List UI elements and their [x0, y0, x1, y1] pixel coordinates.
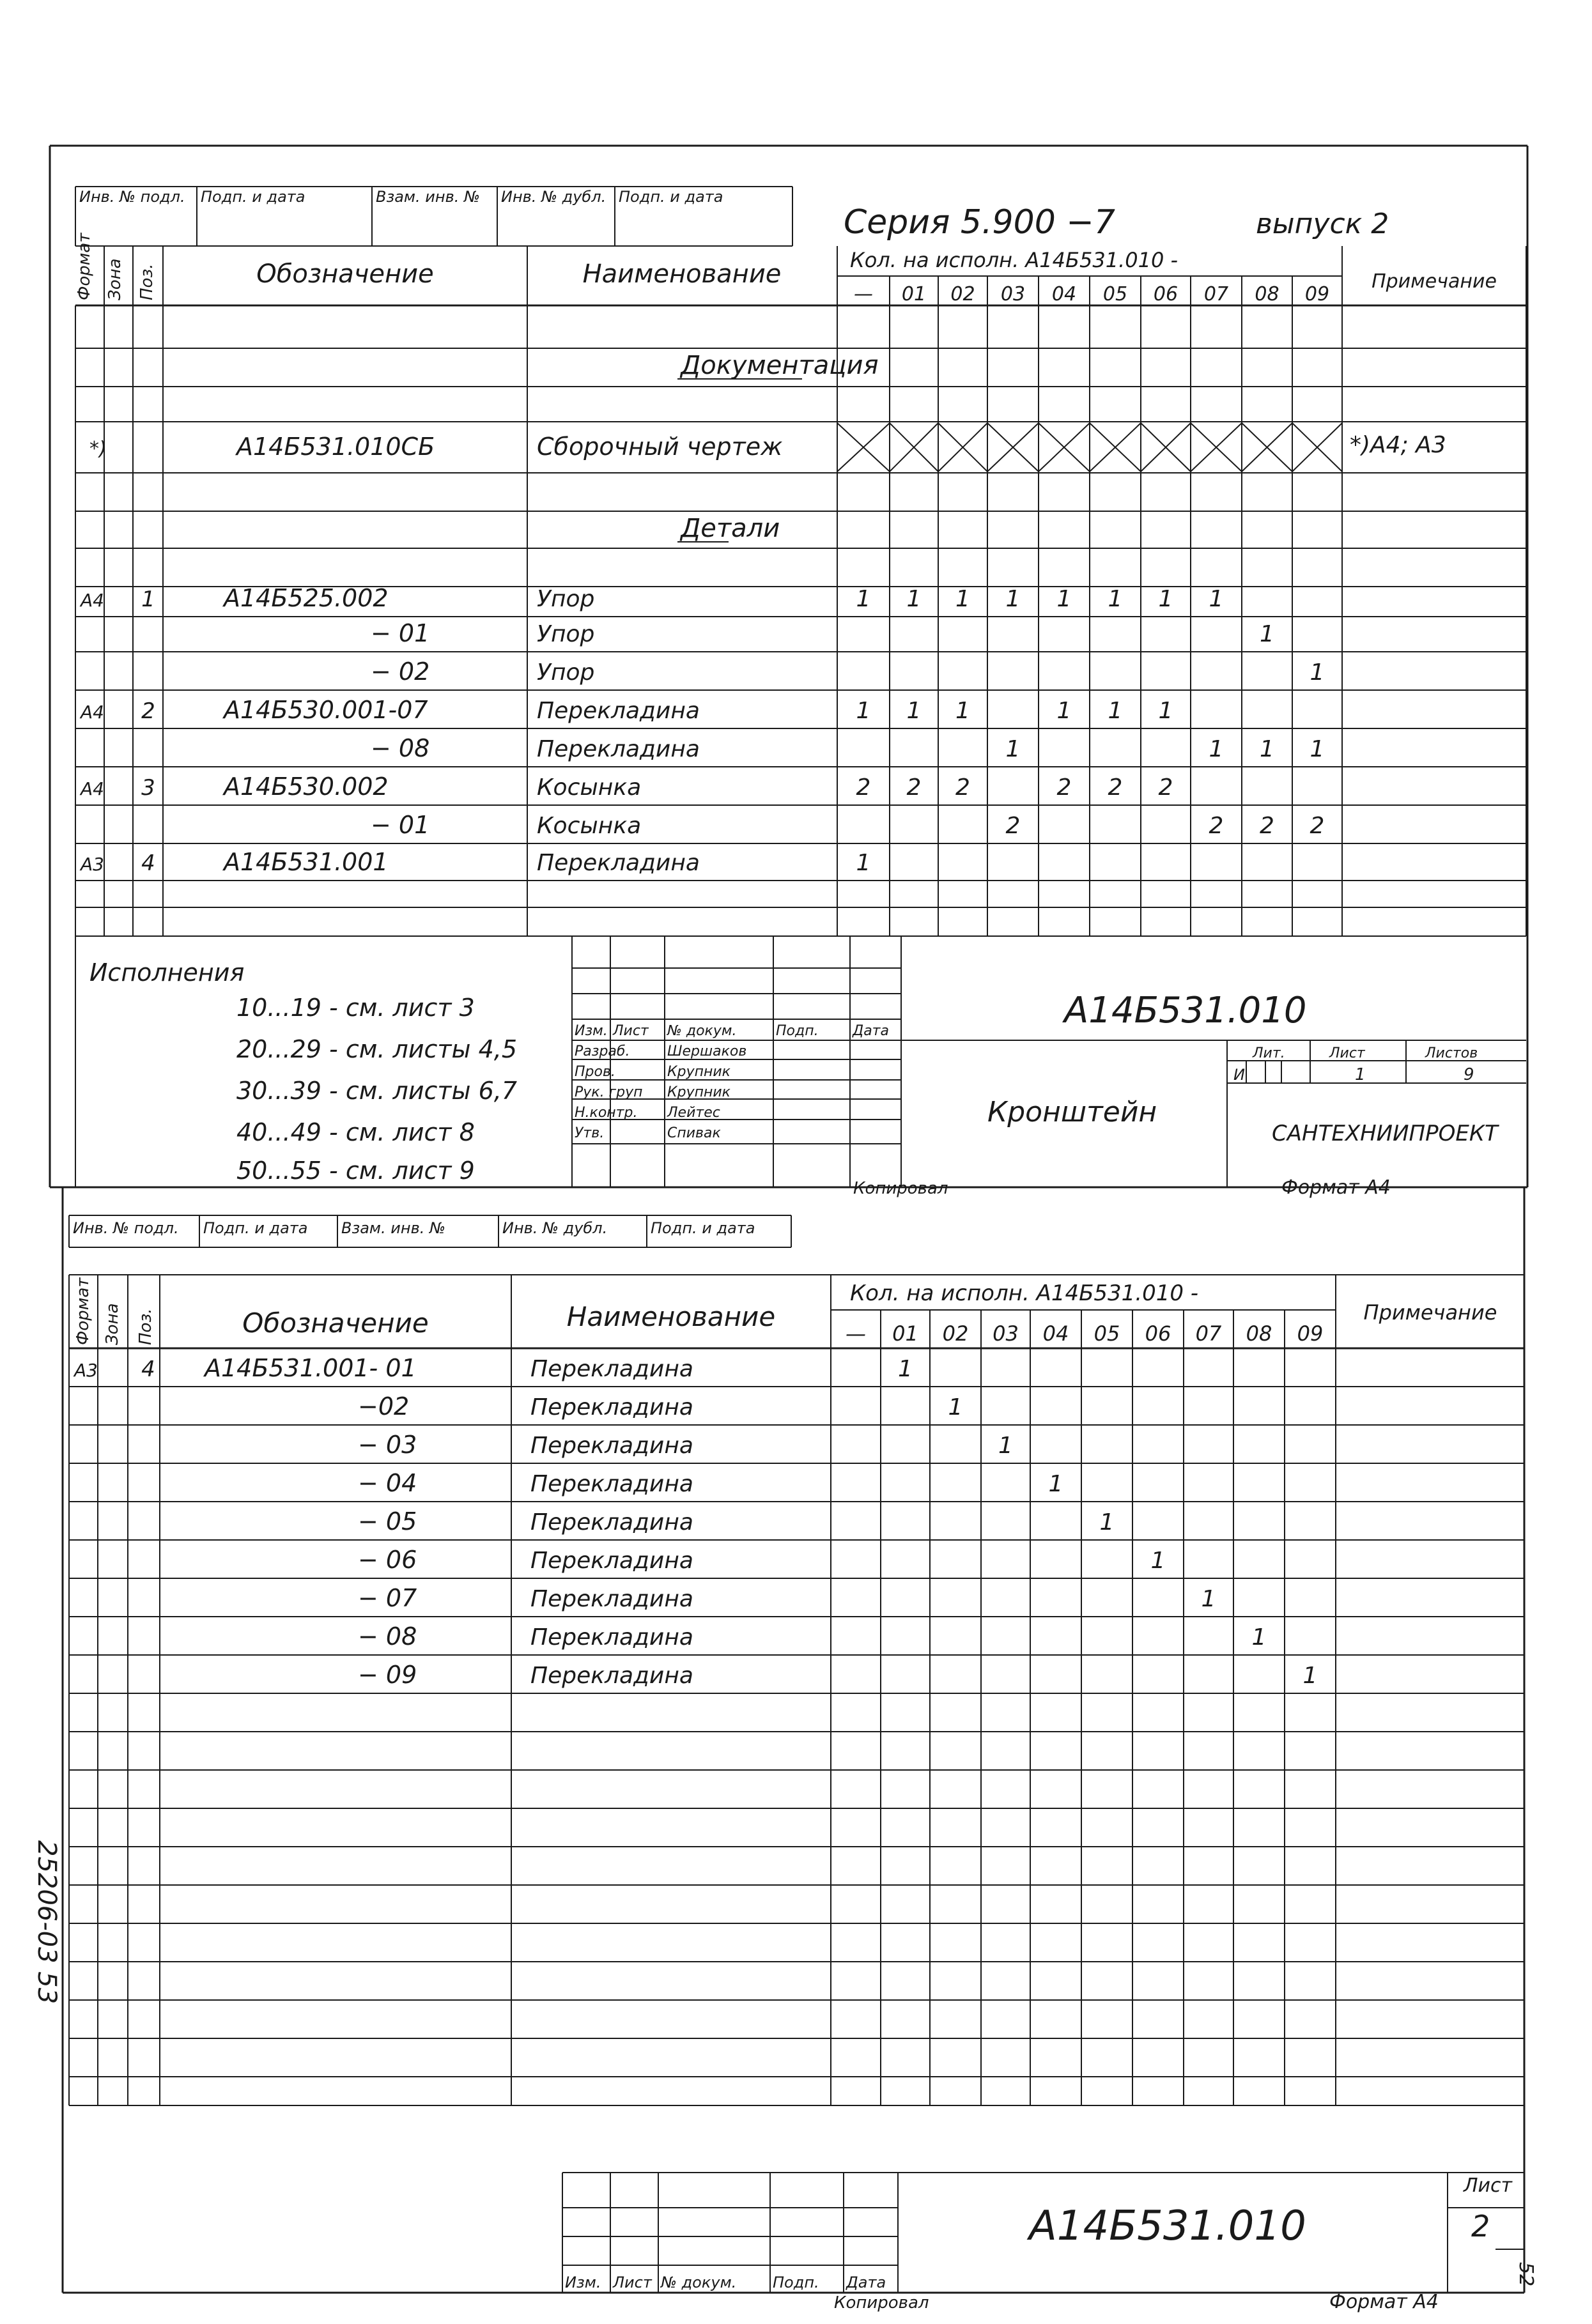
row-qty: 2 — [1209, 813, 1224, 839]
row2-designation: − 07 — [358, 1584, 417, 1612]
row2-format: А3 — [74, 1360, 98, 1381]
tb-person-4: Спивак — [667, 1125, 721, 1141]
row-qty: 1 — [856, 698, 871, 724]
stamp-cell-3: Инв. № дубл. — [501, 188, 607, 206]
hdr2-pos: Поз. — [136, 1308, 155, 1345]
copied-label-2: Копировал — [834, 2293, 929, 2312]
row-designation: А14Б530.002 — [224, 773, 389, 801]
tb-colhdr-4: Дата — [853, 1023, 889, 1039]
doc-note: *)А4; А3 — [1350, 432, 1446, 458]
row2-name: Перекладина — [530, 1586, 693, 1612]
row2-qty: 1 — [1251, 1624, 1267, 1651]
static-text — [32, 203, 1537, 2313]
tb-sheets-value: 9 — [1464, 1065, 1474, 1084]
title-code-1: А14Б531.010 — [1064, 990, 1307, 1031]
hdr2-qty-0: — — [846, 1321, 866, 1346]
row-name: Упор — [537, 586, 595, 612]
row-qty: 1 — [1158, 586, 1173, 612]
tb-colhdr-1: Лист — [613, 1023, 649, 1039]
hdr2-qty-7: 07 — [1195, 1321, 1222, 1346]
tb-colhdr-3: Подп. — [776, 1023, 819, 1039]
hdr2-note: Примечание — [1363, 1300, 1497, 1325]
tb-colhdr-2: № докум. — [667, 1023, 737, 1039]
tb-role-0: Разраб. — [575, 1043, 630, 1059]
row-designation: А14Б525.002 — [224, 584, 389, 612]
row-pos: 3 — [141, 775, 155, 801]
row-format: А4 — [81, 778, 104, 799]
tb-person-2: Крупник — [667, 1084, 730, 1100]
row-qty: 1 — [856, 850, 871, 876]
format-label-1: Формат А4 — [1281, 1176, 1391, 1199]
row2-designation: − 05 — [358, 1507, 417, 1535]
row-designation: − 01 — [371, 811, 430, 839]
row-designation: А14Б530.001-07 — [224, 696, 428, 724]
row-qty: 1 — [856, 586, 871, 612]
row2-qty: 1 — [898, 1356, 913, 1382]
row-qty: 1 — [906, 586, 922, 612]
row-designation: − 02 — [371, 658, 430, 686]
row2-name: Перекладина — [530, 1509, 693, 1535]
hdr-qty-8: 08 — [1255, 283, 1279, 305]
row2-name: Перекладина — [530, 1356, 693, 1382]
hdr-qty-4: 04 — [1051, 283, 1077, 305]
row-qty: 1 — [1310, 736, 1325, 762]
row-name: Перекладина — [537, 736, 700, 762]
hdr2-qty-2: 02 — [942, 1321, 969, 1346]
hdr2-qty-1: 01 — [892, 1321, 918, 1346]
row2-designation: − 06 — [358, 1546, 417, 1574]
row-qty: 1 — [955, 698, 970, 724]
executions-label: Исполнения — [89, 958, 245, 987]
hdr-qty-1: 01 — [901, 283, 927, 305]
side-number: 25206-03 53 — [32, 1840, 61, 2005]
hdr-qty-7: 07 — [1203, 283, 1229, 305]
row2-qty: 1 — [1302, 1663, 1318, 1689]
row-name: Перекладина — [537, 698, 700, 724]
row-designation: − 08 — [371, 734, 430, 762]
hdr-designation: Обозначение — [256, 259, 434, 289]
row2-qty: 1 — [1201, 1586, 1216, 1612]
row-qty: 1 — [1209, 586, 1224, 612]
hdr-qty-2: 02 — [950, 283, 975, 305]
stamp-cell-1: Подп. и дата — [201, 188, 305, 206]
row-name: Косынка — [537, 774, 642, 801]
tb-role-1: Пров. — [575, 1064, 615, 1080]
hdr2-qty-9: 09 — [1297, 1321, 1324, 1346]
row-qty: 1 — [1005, 586, 1021, 612]
row2-name: Перекладина — [530, 1471, 693, 1497]
hdr2-qty-5: 05 — [1094, 1321, 1120, 1346]
row-format: А4 — [81, 590, 104, 611]
tb-person-0: Шершаков — [667, 1043, 747, 1059]
stamp-cell-2: Взам. инв. № — [376, 188, 480, 206]
row-pos: 1 — [141, 587, 155, 612]
corner-number: 52 — [1515, 2262, 1537, 2287]
row-name: Перекладина — [537, 850, 700, 876]
row-name: Косынка — [537, 813, 642, 839]
row2-designation: −02 — [358, 1392, 410, 1420]
sheet-label-2: Лист — [1464, 2174, 1513, 2197]
org-name: САНТЕХНИИПРОЕКТ — [1272, 1121, 1498, 1146]
tb2-colhdr-2: № докум. — [661, 2274, 737, 2291]
hdr-qty-3: 03 — [1000, 283, 1026, 305]
issue-label: выпуск 2 — [1256, 208, 1389, 240]
format-label-2: Формат А4 — [1329, 2291, 1439, 2313]
hdr-zone: Зона — [105, 258, 125, 300]
execution-1: 20...29 - см. листы 4,5 — [236, 1035, 518, 1063]
hdr2-designation: Обозначение — [242, 1307, 429, 1339]
row-qty: 1 — [1260, 736, 1274, 762]
hdr-qty-5: 05 — [1102, 283, 1128, 305]
sheet-value-2: 2 — [1471, 2209, 1490, 2243]
tb2-colhdr-3: Подп. — [773, 2274, 819, 2291]
row2-name: Перекладина — [530, 1663, 693, 1689]
row-designation: А14Б531.001 — [224, 848, 389, 876]
doc-name: Сборочный чертеж — [537, 433, 783, 461]
row-qty: 2 — [1108, 774, 1123, 801]
row-qty: 2 — [1260, 813, 1274, 839]
stamp2-cell-3: Инв. № дубл. — [502, 1219, 608, 1237]
row2-qty: 1 — [1099, 1509, 1115, 1535]
row-qty: 1 — [906, 698, 922, 724]
series-label: Серия 5.900 −7 — [844, 203, 1115, 242]
tb-role-3: Н.контр. — [575, 1105, 638, 1121]
row-qty: 2 — [906, 774, 922, 801]
row-qty: 1 — [1108, 698, 1123, 724]
row-pos: 4 — [141, 850, 155, 876]
row-qty: 1 — [1310, 659, 1325, 686]
row2-pos: 4 — [141, 1357, 155, 1382]
tb2-colhdr-0: Изм. — [565, 2274, 601, 2291]
section-docs: Документация — [681, 351, 879, 380]
row2-qty: 1 — [1150, 1548, 1166, 1574]
stamp-cell-4: Подп. и дата — [619, 188, 723, 206]
tb-sheets-label: Листов — [1425, 1045, 1478, 1061]
hdr-qty-9: 09 — [1304, 283, 1330, 305]
title-name-1: Кронштейн — [987, 1096, 1157, 1128]
row2-designation: А14Б531.001- 01 — [205, 1354, 417, 1382]
row-format: А3 — [81, 854, 104, 875]
tb-lit-value: И — [1233, 1066, 1245, 1084]
row2-designation: − 04 — [358, 1469, 417, 1497]
tb-sheet-label: Лист — [1329, 1045, 1365, 1061]
row-qty: 2 — [1005, 813, 1021, 839]
tb-colhdr-0: Изм. — [575, 1023, 608, 1039]
row2-designation: − 08 — [358, 1622, 417, 1651]
tb-role-2: Рук. груп — [575, 1084, 643, 1100]
doc-designation: А14Б531.010СБ — [236, 433, 435, 461]
row-qty: 2 — [1056, 774, 1072, 801]
row2-qty: 1 — [1048, 1471, 1063, 1497]
hdr-qty-title: Кол. на исполн. А14Б531.010 - — [850, 248, 1179, 272]
tb-lit-label: Лит. — [1253, 1045, 1285, 1061]
row-designation: − 01 — [371, 619, 430, 647]
row-qty: 1 — [1056, 698, 1072, 724]
stamp-cell-0: Инв. № подл. — [79, 188, 185, 206]
hdr2-qty-title: Кол. на исполн. А14Б531.010 - — [850, 1281, 1199, 1306]
hdr-note: Примечание — [1372, 270, 1497, 293]
row-format: А4 — [81, 702, 104, 723]
row-name: Упор — [537, 621, 595, 647]
row2-name: Перекладина — [530, 1548, 693, 1574]
hdr-name: Наименование — [582, 259, 782, 289]
hdr-pos: Поз. — [137, 263, 157, 300]
stamp2-cell-1: Подп. и дата — [203, 1219, 308, 1237]
row-qty: 1 — [1056, 586, 1072, 612]
row-qty: 1 — [1209, 736, 1224, 762]
execution-4: 50...55 - см. лист 9 — [236, 1157, 475, 1185]
copied-label-1: Копировал — [853, 1179, 948, 1198]
hdr-qty-6: 06 — [1153, 283, 1179, 305]
hdr2-name: Наименование — [566, 1301, 776, 1332]
row-pos: 2 — [141, 698, 155, 724]
row-qty: 2 — [1158, 774, 1173, 801]
tb-person-1: Крупник — [667, 1064, 730, 1080]
execution-2: 30...39 - см. листы 6,7 — [236, 1077, 518, 1105]
stamp2-cell-4: Подп. и дата — [651, 1219, 755, 1237]
row2-designation: − 03 — [358, 1431, 417, 1459]
row-name: Упор — [537, 659, 595, 686]
execution-0: 10...19 - см. лист 3 — [236, 994, 475, 1022]
row2-designation: − 09 — [358, 1661, 417, 1689]
hdr-format: Формат — [75, 233, 94, 300]
row2-name: Перекладина — [530, 1433, 693, 1459]
tb-person-3: Лейтес — [667, 1105, 720, 1121]
tb-role-4: Утв. — [575, 1125, 605, 1141]
tb2-colhdr-4: Дата — [846, 2274, 886, 2291]
row2-name: Перекладина — [530, 1394, 693, 1420]
title-code-2: А14Б531.010 — [1029, 2203, 1306, 2250]
row-qty: 1 — [1108, 586, 1123, 612]
row-qty: 1 — [1260, 621, 1274, 647]
row-qty: 1 — [955, 586, 970, 612]
stamp2-cell-0: Инв. № подл. — [73, 1219, 179, 1237]
row-qty: 2 — [955, 774, 970, 801]
tb-sheet-value: 1 — [1355, 1065, 1366, 1084]
row-qty: 2 — [1310, 813, 1325, 839]
text-layer — [73, 188, 1497, 2291]
row2-qty: 1 — [998, 1433, 1013, 1459]
hdr2-qty-8: 08 — [1246, 1321, 1272, 1346]
stamp2-cell-2: Взам. инв. № — [341, 1219, 445, 1237]
row2-qty: 1 — [948, 1394, 963, 1420]
hdr2-qty-4: 04 — [1042, 1321, 1069, 1346]
row-qty: 2 — [856, 774, 871, 801]
hdr2-qty-6: 06 — [1145, 1321, 1171, 1346]
doc-format: *) — [89, 438, 107, 460]
hdr2-format: Формат — [73, 1277, 93, 1345]
hdr2-zone: Зона — [103, 1303, 122, 1345]
execution-3: 40...49 - см. лист 8 — [236, 1118, 475, 1146]
row2-name: Перекладина — [530, 1624, 693, 1651]
row-qty: 1 — [1005, 736, 1021, 762]
hdr2-qty-3: 03 — [993, 1321, 1019, 1346]
section-parts: Детали — [681, 514, 780, 543]
row-qty: 1 — [1158, 698, 1173, 724]
hdr-qty-0: — — [854, 283, 873, 305]
tb2-colhdr-1: Лист — [613, 2274, 652, 2291]
